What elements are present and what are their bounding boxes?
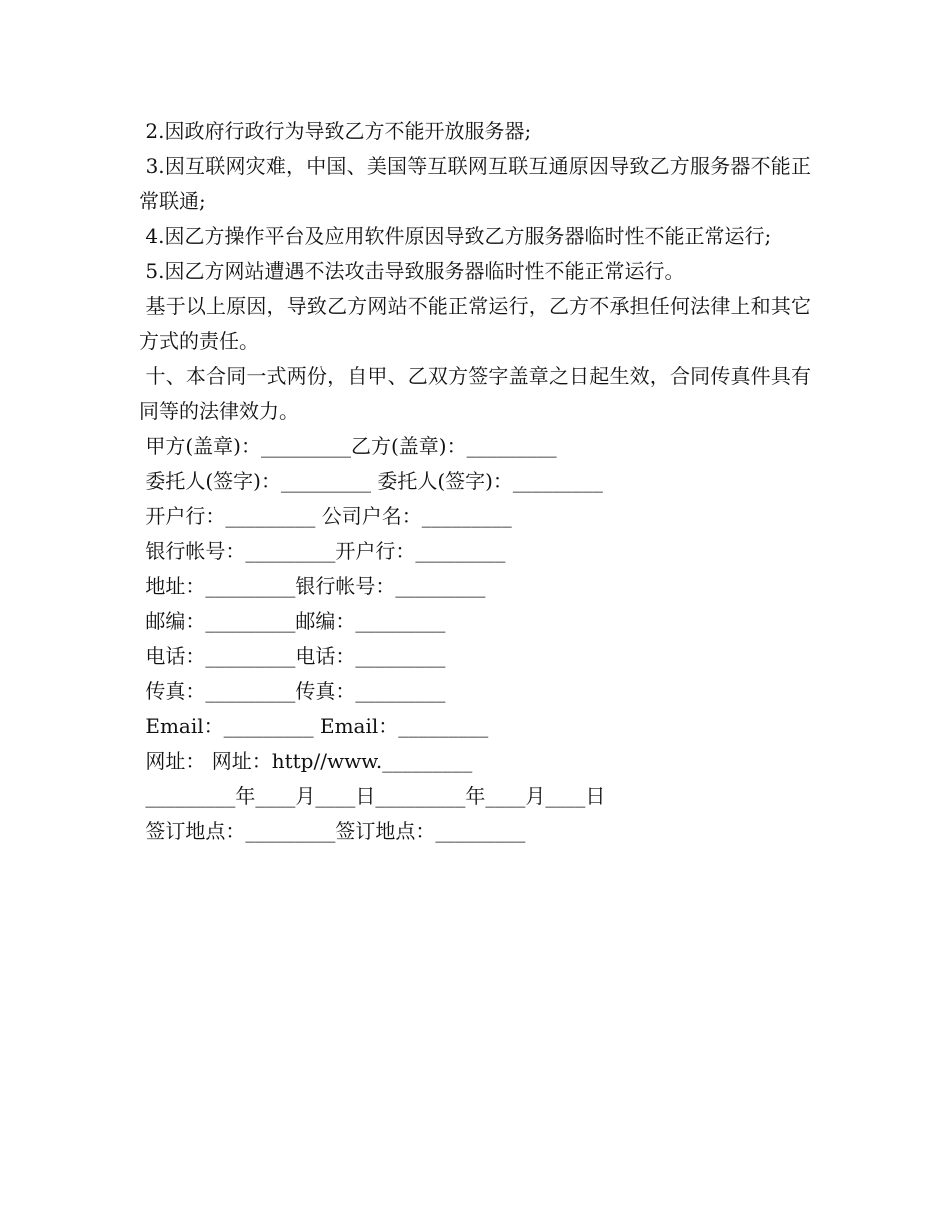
party-seal-line: 甲方(盖章)：_________乙方(盖章)：_________ bbox=[139, 434, 557, 458]
clause-item-3: 3.因互联网灾难，中国、美国等互联网互联互通原因导致乙方服务器不能正常联通; bbox=[139, 154, 811, 213]
clause-item-4: 4.因乙方操作平台及应用软件原因导致乙方服务器临时性不能正常运行; bbox=[139, 224, 772, 248]
agent-signature-line: 委托人(签字)：_________ 委托人(签字)：_________ bbox=[139, 469, 603, 493]
postcode-line: 邮编：_________邮编：_________ bbox=[139, 609, 446, 633]
signing-place-line: 签订地点：_________签订地点：_________ bbox=[139, 819, 526, 843]
website-line: 网址： 网址：http//www._________ bbox=[139, 749, 473, 773]
address-line: 地址：_________银行帐号：_________ bbox=[139, 574, 486, 598]
fax-line: 传真：_________传真：_________ bbox=[139, 679, 446, 703]
clause-ten-effectiveness: 十、本合同一式两份，自甲、乙双方签字盖章之日起生效，合同传真件具有同等的法律效力。 bbox=[139, 364, 812, 423]
bank-account-name-line: 开户行：_________ 公司户名：_________ bbox=[139, 504, 512, 528]
clause-item-2: 2.因政府行政行为导致乙方不能开放服务器; bbox=[139, 119, 532, 143]
email-line: Email：_________ Email：_________ bbox=[139, 714, 489, 738]
contract-text bbox=[139, 114, 811, 849]
clause-item-5: 5.因乙方网站遭遇不法攻击导致服务器临时性不能正常运行。 bbox=[139, 259, 685, 283]
liability-disclaimer: 基于以上原因，导致乙方网站不能正常运行，乙方不承担任何法律上和其它方式的责任。 bbox=[139, 294, 812, 353]
date-line: _________年____月____日_________年____月____日 bbox=[139, 784, 606, 808]
phone-line: 电话：_________电话：_________ bbox=[139, 644, 446, 668]
bank-number-line: 银行帐号：_________开户行：_________ bbox=[139, 539, 506, 563]
